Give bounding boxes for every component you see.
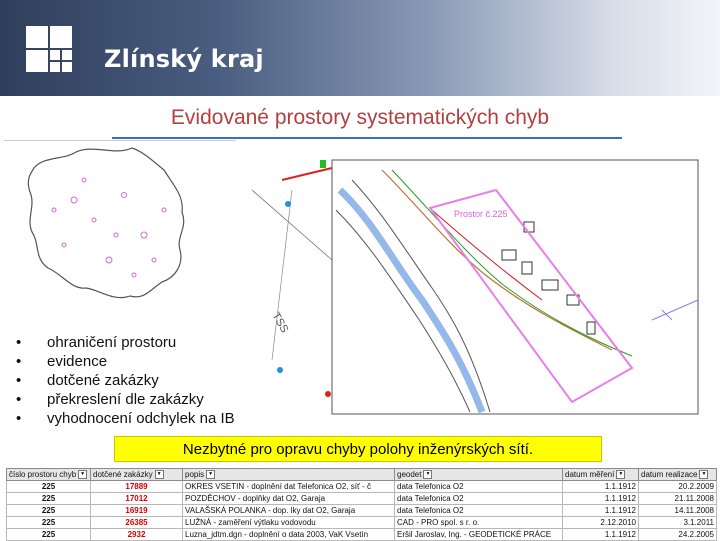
- title-underline: [112, 137, 622, 139]
- region-outline: [28, 148, 183, 298]
- cell-zakazka[interactable]: 17012: [91, 493, 183, 505]
- table-row[interactable]: [7, 517, 717, 529]
- cell-prostor[interactable]: 225: [7, 481, 91, 493]
- cad-plan: [232, 150, 702, 420]
- cell-datum-realizace[interactable]: 21.11.2008: [639, 493, 717, 505]
- slide-title: Evidované prostory systematických chyb: [170, 106, 550, 129]
- cell-prostor[interactable]: 225: [7, 517, 91, 529]
- cell-datum-realizace[interactable]: 20.2.2009: [639, 481, 717, 493]
- table-header-row: [7, 469, 717, 481]
- bullet-item: • evidence: [14, 352, 235, 371]
- cell-datum-mereni[interactable]: 1.1.1912: [563, 493, 639, 505]
- column-header[interactable]: geodet ▼: [395, 469, 563, 481]
- column-header[interactable]: datum realizace ▼: [639, 469, 717, 481]
- table-row[interactable]: [7, 529, 717, 541]
- table-row[interactable]: [7, 493, 717, 505]
- cell-datum-mereni[interactable]: 1.1.1912: [563, 529, 639, 541]
- prostory-table: [6, 468, 717, 541]
- cell-geodet[interactable]: data Telefonica O2: [395, 505, 563, 517]
- cell-popis[interactable]: OKRES VSETIN - doplnění dat Telefonica O2, síť - č: [183, 481, 395, 493]
- cell-datum-mereni[interactable]: 1.1.1912: [563, 481, 639, 493]
- cell-popis[interactable]: Luzna_jdtm.dgn - doplnění o data 2003, VaK Vsetín: [183, 529, 395, 541]
- table-row[interactable]: [7, 481, 717, 493]
- column-header[interactable]: dotčené zakázky ▼: [91, 469, 183, 481]
- column-header[interactable]: popis ▼: [183, 469, 395, 481]
- cell-geodet[interactable]: data Telefonica O2: [395, 481, 563, 493]
- note-banner: Nezbytné pro opravu chyby polohy inženýrských sítí.: [114, 436, 602, 462]
- cell-prostor[interactable]: 225: [7, 529, 91, 541]
- cell-zakazka[interactable]: 26385: [91, 517, 183, 529]
- bullet-list: [14, 333, 235, 428]
- cell-popis[interactable]: VALAŠSKÁ POLANKA - dop. lky dat O2, Garaja: [183, 505, 395, 517]
- cell-popis[interactable]: LUŽNÁ - zaměření výtlaku vodovodu: [183, 517, 395, 529]
- logo-icon: [26, 26, 72, 72]
- filter-dropdown-icon[interactable]: ▼: [423, 470, 432, 479]
- table-row[interactable]: [7, 505, 717, 517]
- filter-dropdown-icon[interactable]: ▼: [206, 470, 215, 479]
- filter-dropdown-icon[interactable]: ▼: [78, 470, 87, 479]
- cell-geodet[interactable]: CAD - PRO spol. s r. o.: [395, 517, 563, 529]
- cell-datum-realizace[interactable]: 24.2.2005: [639, 529, 717, 541]
- cell-datum-realizace[interactable]: 14.11.2008: [639, 505, 717, 517]
- cell-geodet[interactable]: data Telefonica O2: [395, 493, 563, 505]
- bullet-item: • dotčené zakázky: [14, 371, 235, 390]
- logo-text: Zlínský kraj: [104, 45, 264, 73]
- bullet-item: • vyhodnocení odchylek na IB: [14, 409, 235, 428]
- filter-dropdown-icon[interactable]: ▼: [616, 470, 625, 479]
- cell-prostor[interactable]: 225: [7, 505, 91, 517]
- cell-datum-realizace[interactable]: 3.1.2011: [639, 517, 717, 529]
- column-header[interactable]: číslo prostoru chyb ▼: [7, 469, 91, 481]
- header-banner: [0, 0, 720, 96]
- svg-text:TSS: TSS: [269, 310, 291, 336]
- cell-datum-mereni[interactable]: 1.1.1912: [563, 505, 639, 517]
- cell-geodet[interactable]: Eršil Jaroslav, Ing. - GEODETICKÉ PRÁCE: [395, 529, 563, 541]
- cell-popis[interactable]: POZDĚCHOV - doplňky dat O2, Garaja: [183, 493, 395, 505]
- prostor-label: Prostor č.225: [454, 209, 508, 219]
- cell-prostor[interactable]: 225: [7, 493, 91, 505]
- filter-dropdown-icon[interactable]: ▼: [699, 470, 708, 479]
- filter-dropdown-icon[interactable]: ▼: [155, 470, 164, 479]
- column-header[interactable]: datum měření ▼: [563, 469, 639, 481]
- cell-datum-mereni[interactable]: 2.12.2010: [563, 517, 639, 529]
- cell-zakazka[interactable]: 2932: [91, 529, 183, 541]
- region-map: [4, 140, 236, 315]
- cell-zakazka[interactable]: 16919: [91, 505, 183, 517]
- cell-zakazka[interactable]: 17889: [91, 481, 183, 493]
- bullet-item: • ohraničení prostoru: [14, 333, 235, 352]
- bullet-item: • překreslení dle zakázky: [14, 390, 235, 409]
